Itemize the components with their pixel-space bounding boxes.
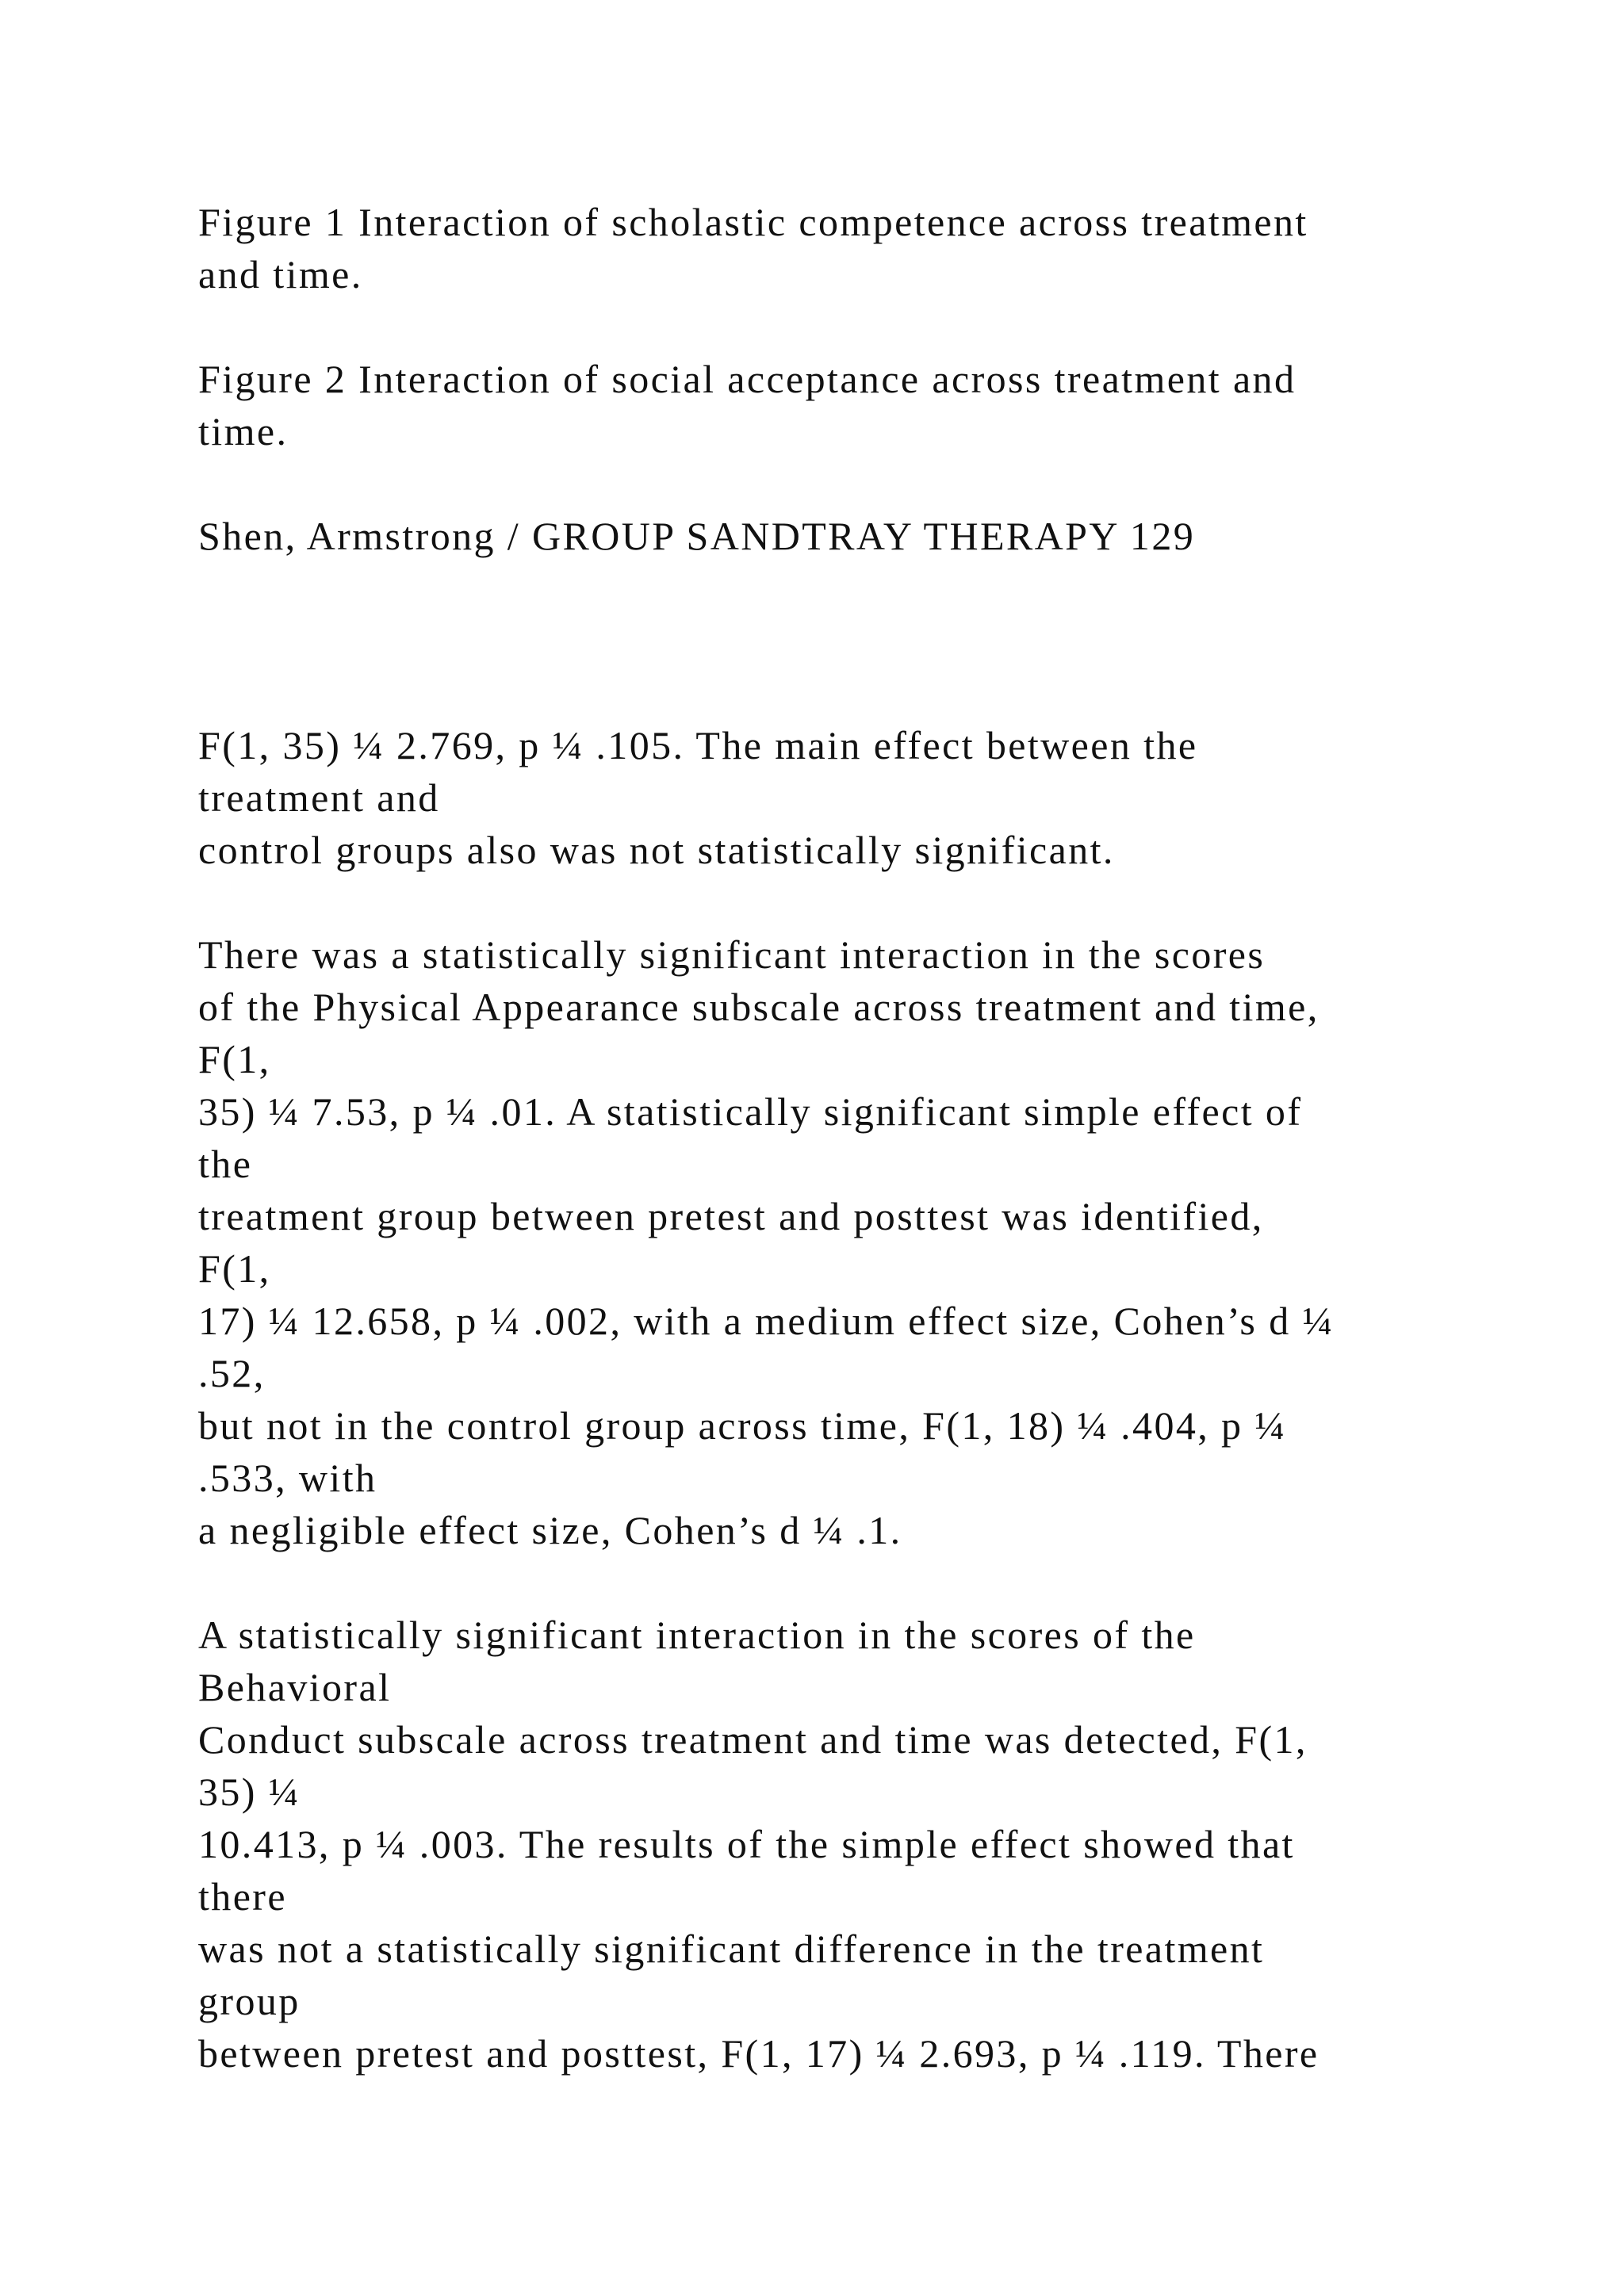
paragraph: [198, 719, 1467, 876]
text-line: A statistically significant interaction in the scores of the: [198, 1613, 1196, 1657]
text-line: there: [198, 1874, 287, 1919]
text-line: 10.413, p ¼ .003. The results of the simple effect showed that: [198, 1822, 1295, 1866]
text-line: a negligible effect size, Cohen’s d ¼ .1.: [198, 1508, 902, 1552]
text-line: between pretest and posttest, F(1, 17) ¼ 2.693, p ¼ .119. There: [198, 2031, 1320, 2076]
text-line: treatment and: [198, 775, 440, 820]
paragraph: [198, 1609, 1467, 2080]
text-line: 35) ¼: [198, 1770, 301, 1814]
text-line: Figure 2 Interaction of social acceptance across treatment and: [198, 357, 1297, 401]
text-line: control groups also was not statistically significant.: [198, 828, 1115, 872]
text-line: and time.: [198, 252, 363, 297]
text-line: group: [198, 1979, 301, 2023]
text-line: of the Physical Appearance subscale across treatment and time,: [198, 985, 1320, 1029]
text-line: Conduct subscale across treatment and time was detected, F(1,: [198, 1717, 1308, 1762]
text-line: treatment group between pretest and posttest was identified,: [198, 1194, 1264, 1238]
figure-2-caption: [198, 353, 1467, 457]
paragraph: [198, 928, 1467, 1556]
text-line: time.: [198, 409, 289, 453]
text-line: F(1,: [198, 1037, 271, 1081]
text-line: .533, with: [198, 1456, 377, 1500]
running-header: [198, 510, 1467, 562]
text-line: F(1,: [198, 1246, 271, 1291]
text-line: Shen, Armstrong / GROUP SANDTRAY THERAPY 129: [198, 514, 1196, 558]
body-text: [198, 196, 1467, 2080]
text-line: .52,: [198, 1351, 266, 1395]
text-line: 17) ¼ 12.658, p ¼ .002, with a medium effect size, Cohen’s d ¼: [198, 1299, 1335, 1343]
text-line: F(1, 35) ¼ 2.769, p ¼ .105. The main effect between the: [198, 723, 1198, 767]
figure-1-caption: [198, 196, 1467, 300]
text-line: the: [198, 1142, 253, 1186]
text-line: was not a statistically significant difference in the treatment: [198, 1927, 1265, 1971]
text-line: Figure 1 Interaction of scholastic competence across treatment: [198, 200, 1308, 244]
text-line: 35) ¼ 7.53, p ¼ .01. A statistically significant simple effect of: [198, 1089, 1303, 1134]
text-line: There was a statistically significant interaction in the scores: [198, 932, 1266, 977]
text-line: Behavioral: [198, 1665, 392, 1709]
text-line: but not in the control group across time, F(1, 18) ¼ .404, p ¼: [198, 1403, 1287, 1448]
